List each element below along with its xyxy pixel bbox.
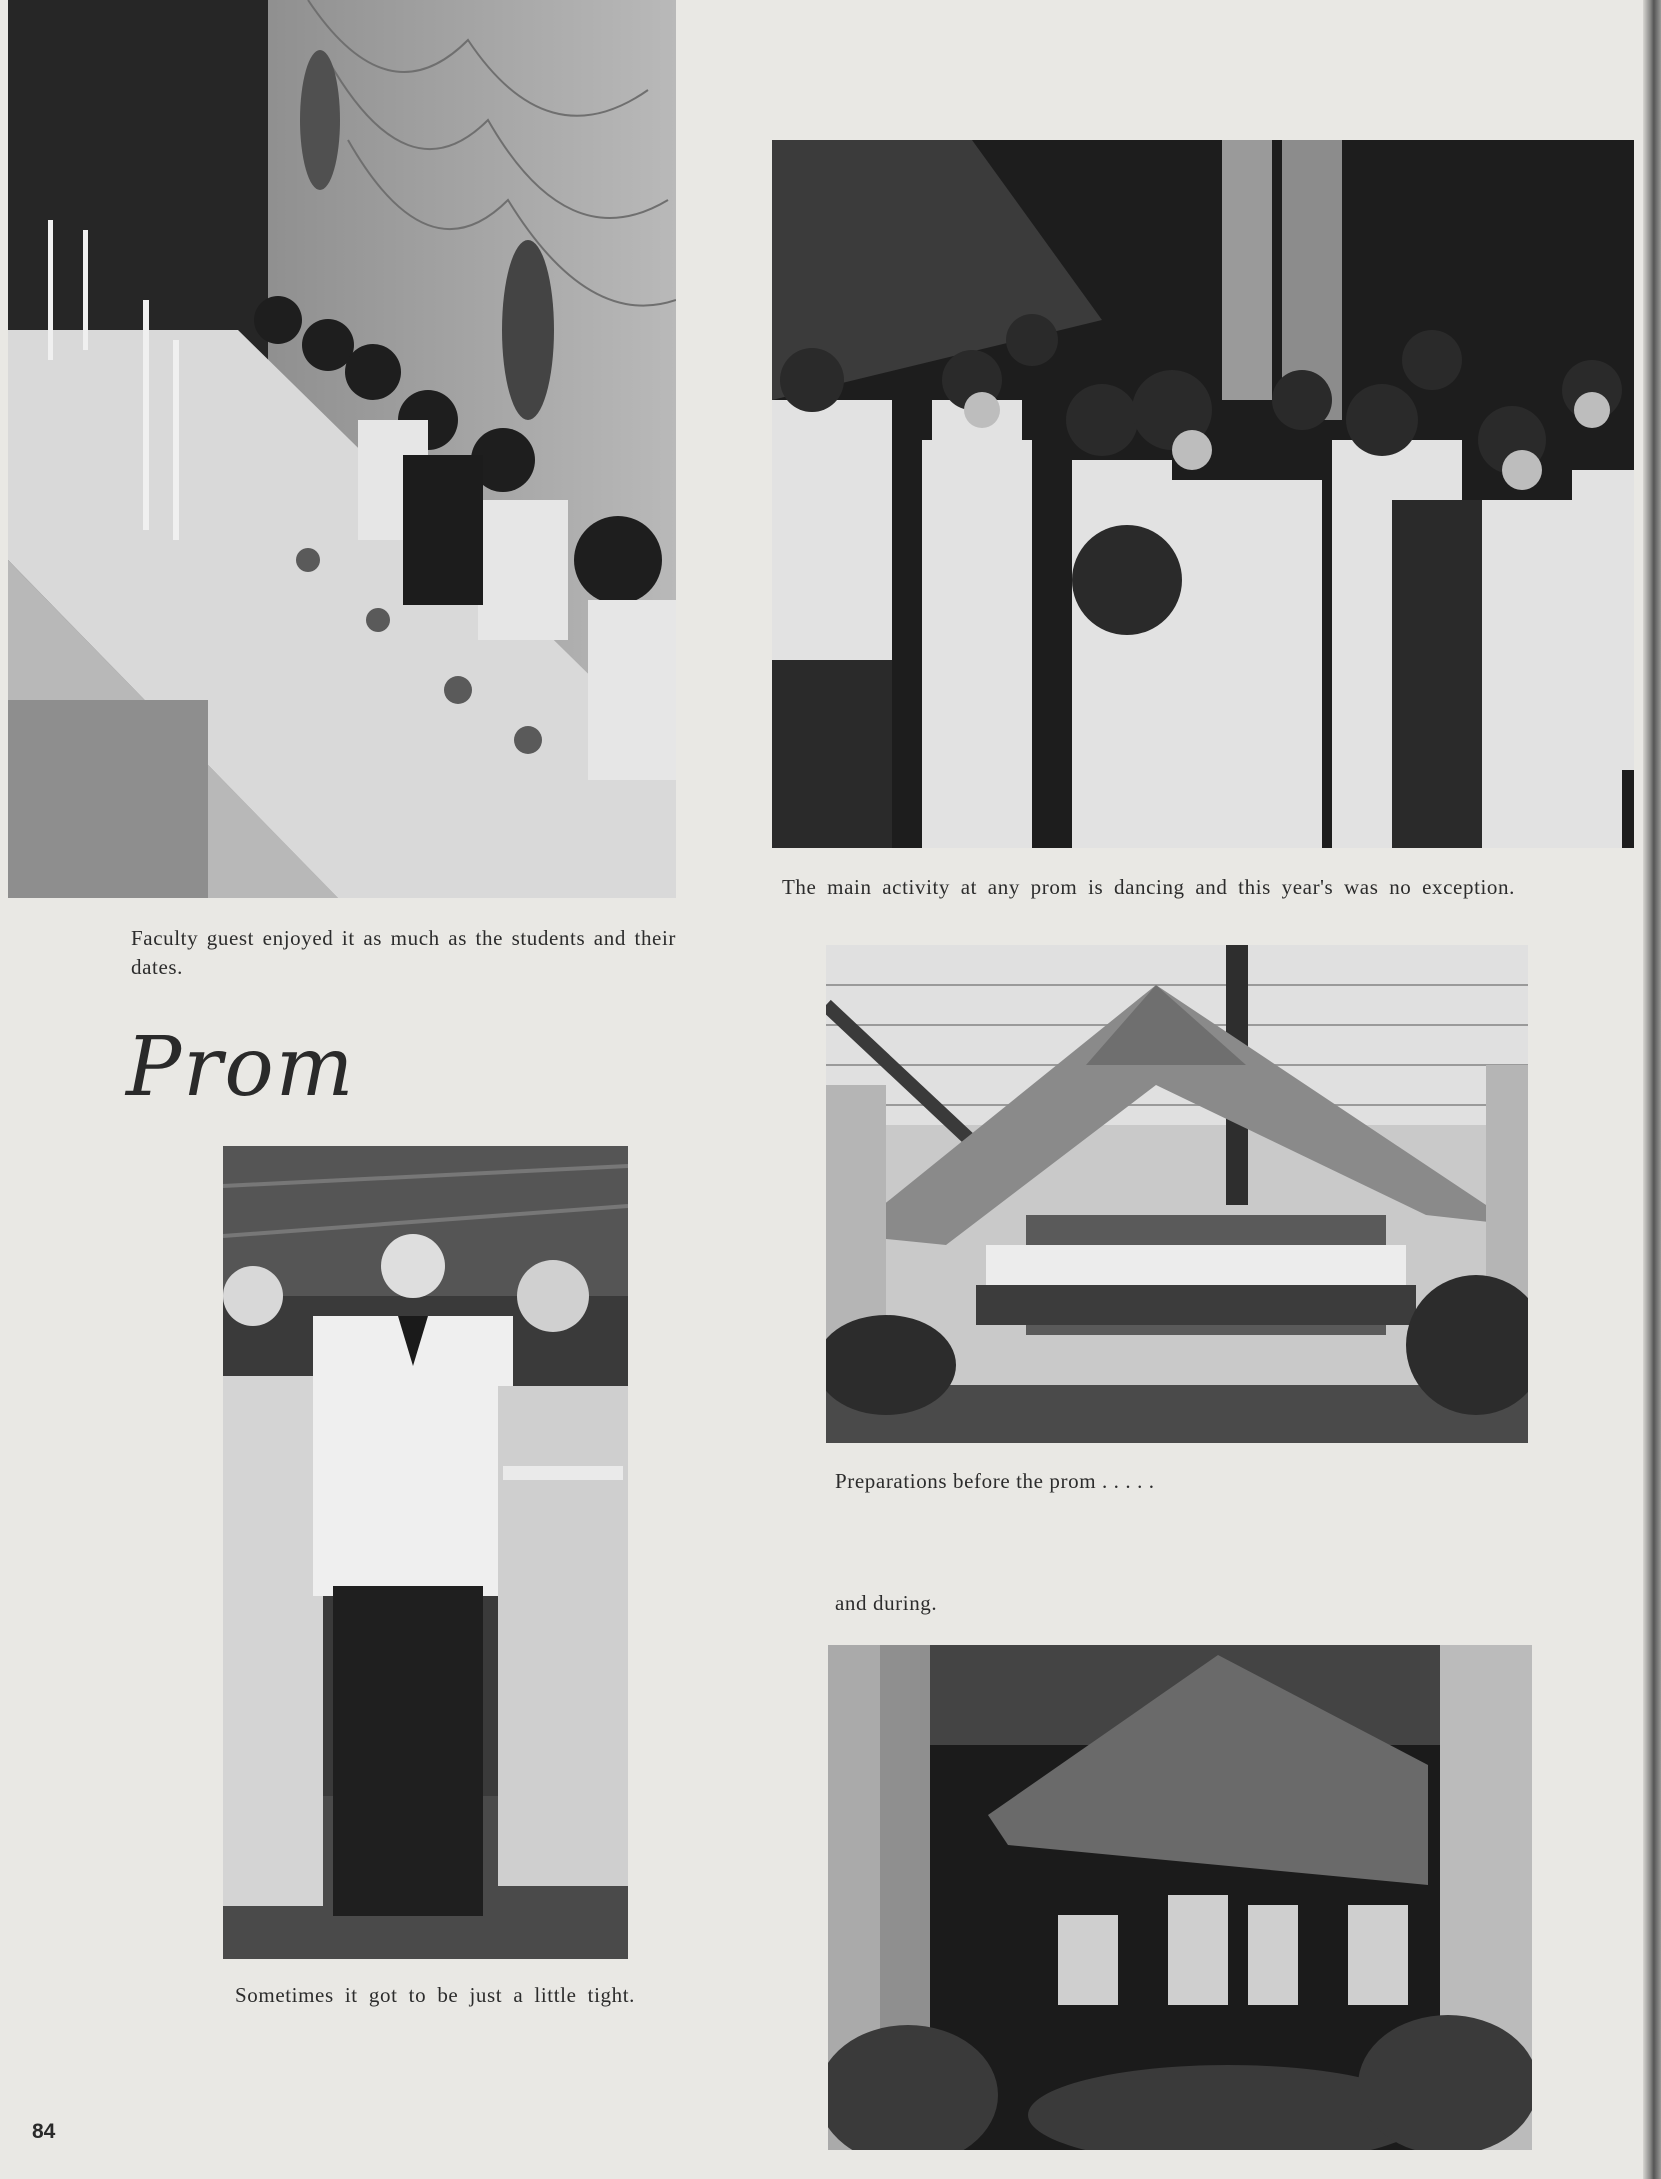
page-number: 84 bbox=[32, 2120, 56, 2143]
page-title: Prom bbox=[126, 1020, 356, 1115]
preparations-caption: Preparations before the prom . . . . . bbox=[835, 1469, 1155, 1493]
banquet-caption: Faculty guest enjoyed it as much as the students and their dates. bbox=[131, 926, 676, 979]
banquet-photo-image bbox=[8, 0, 676, 898]
dancing-photo-image bbox=[772, 140, 1634, 848]
preparations-photo bbox=[826, 945, 1528, 1443]
dancing-caption: The main activity at any prom is dancing and this year's was no exception. bbox=[782, 875, 1515, 899]
during-caption: and during. bbox=[835, 1591, 938, 1615]
binding-edge bbox=[1643, 0, 1661, 2179]
grand-march-photo bbox=[223, 1146, 628, 1959]
during-photo-image bbox=[828, 1645, 1532, 2150]
preparations-photo-image bbox=[826, 945, 1528, 1443]
grand-march-photo-image bbox=[223, 1146, 628, 1959]
dancing-photo bbox=[772, 140, 1634, 848]
grand-march-caption: Sometimes it got to be just a little tight. bbox=[235, 1983, 635, 2007]
during-photo bbox=[828, 1645, 1532, 2150]
banquet-photo bbox=[8, 0, 676, 898]
